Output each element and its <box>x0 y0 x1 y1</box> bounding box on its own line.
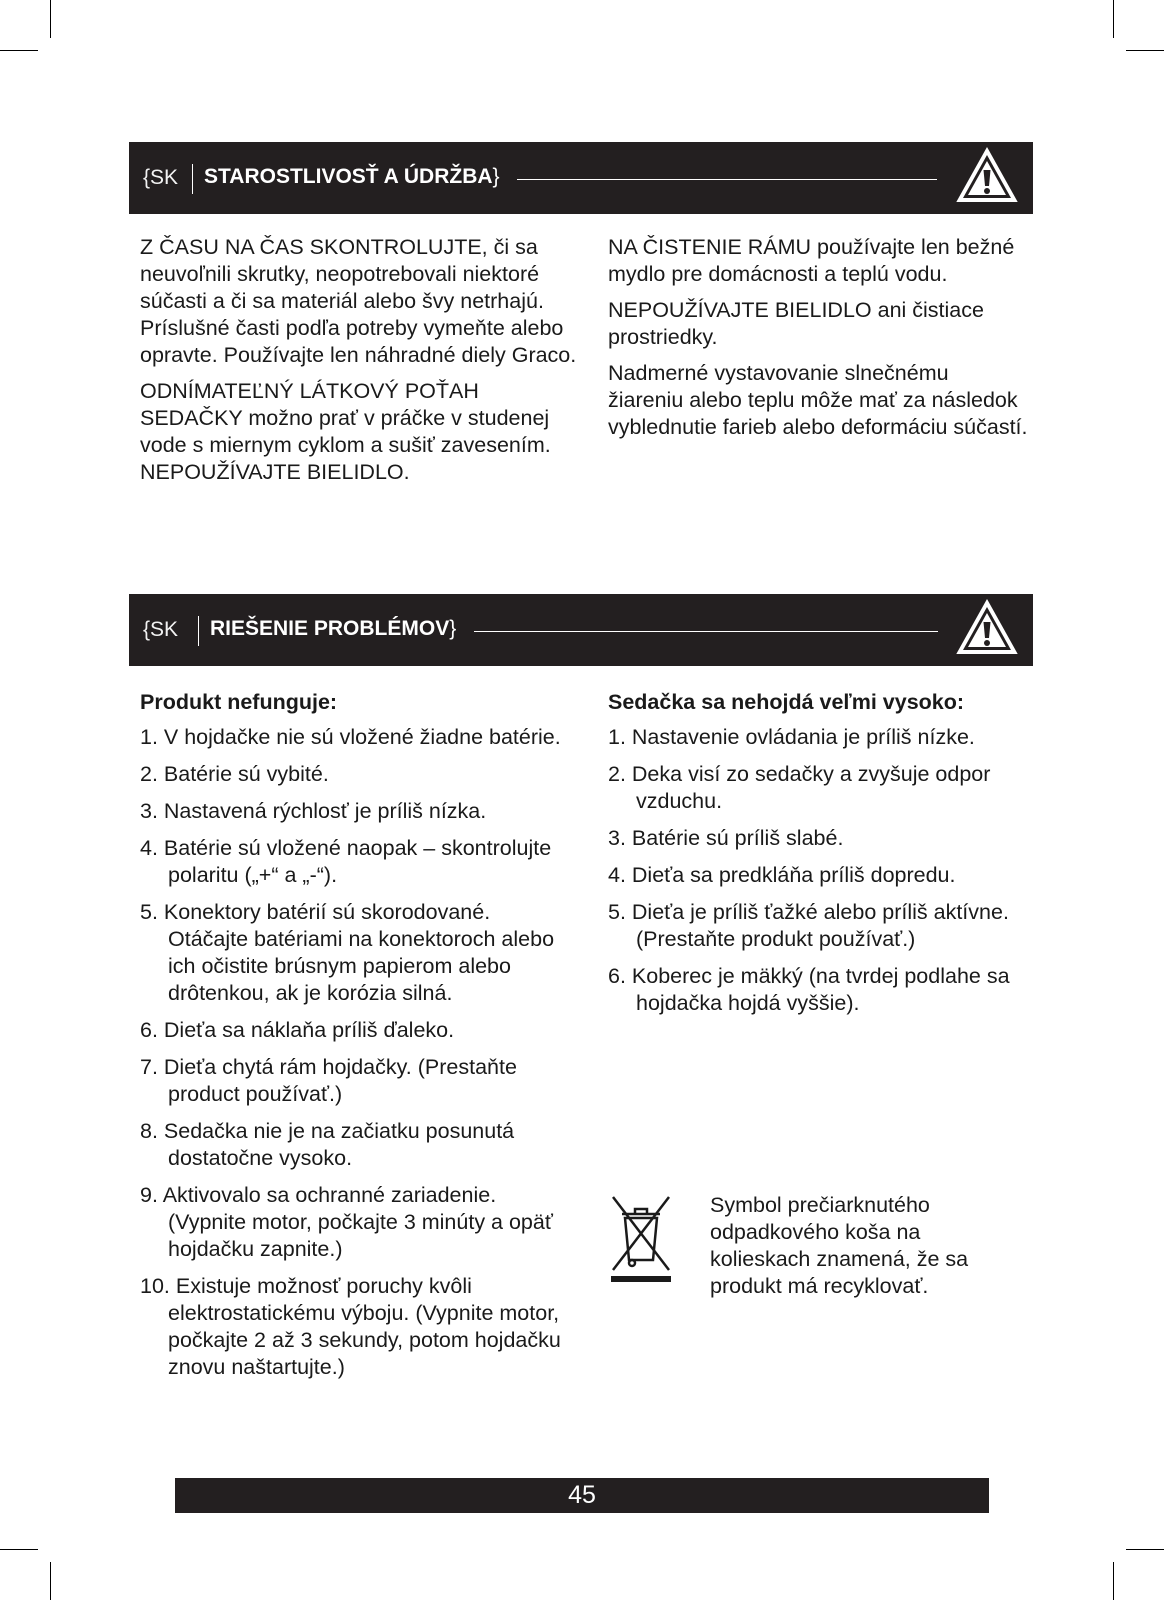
list-item: 4. Dieťa sa predkláňa príliš dopredu. <box>608 863 956 887</box>
paragraph: NEPOUŽÍVAJTE BIELIDLO ani čistiace prostriedky. <box>608 298 984 349</box>
crop-mark <box>1126 50 1164 51</box>
troubleshooting-list <box>140 724 572 1381</box>
section-title-text: RIEŠENIE PROBLÉMOV <box>210 617 450 640</box>
subheading: Sedačka sa nehojdá veľmi vysoko: <box>608 690 965 714</box>
trouble-right-column <box>608 689 1040 1027</box>
section-title <box>204 165 500 189</box>
section-title-text: STAROSTLIVOSŤ A ÚDRŽBA <box>204 165 493 188</box>
list-item: 5. Dieťa je príliš ťažké alebo príliš aktívne. (Prestaňte produkt používať.) <box>608 900 1009 951</box>
crop-mark <box>0 1549 38 1550</box>
paragraph: Z ČASU NA ČAS SKONTROLUJTE, či sa neuvoľnili skrutky, neopotrebovali niektoré súčasti a či sa materiál alebo švy netrhajú. Príslušné časti podľa potreby vymeňte alebo opravte. Používajte len náhradné diely Graco. <box>140 235 577 367</box>
banner-rule <box>517 179 937 180</box>
crop-mark <box>1126 1549 1164 1550</box>
list-item: 7. Dieťa chytá rám hojdačky. (Prestaňte product používať.) <box>140 1055 517 1106</box>
list-item: 6. Dieťa sa náklaňa príliš ďaleko. <box>140 1018 455 1042</box>
section-title-brace: } <box>449 617 457 640</box>
section-banner-care <box>129 142 1033 214</box>
language-code: {SK <box>143 618 179 641</box>
list-item: 2. Batérie sú vybité. <box>140 762 329 786</box>
section-title-brace: } <box>492 165 500 188</box>
crop-mark <box>50 0 51 38</box>
recycle-note: Symbol prečiarknutého odpadkového koša na kolieskach znamená, že sa produkt má recyklovať. <box>710 1193 969 1298</box>
warning-icon <box>955 598 1019 656</box>
banner-divider <box>192 164 193 194</box>
list-item: 4. Batérie sú vložené naopak – skontrolujte polaritu („+“ a „-“). <box>140 836 552 887</box>
list-item: 2. Deka visí zo sedačky a zvyšuje odpor vzduchu. <box>608 762 991 813</box>
subheading: Produkt nefunguje: <box>140 690 338 714</box>
crop-mark <box>1113 0 1114 38</box>
crop-mark <box>0 50 38 51</box>
page-number: 45 <box>568 1481 596 1509</box>
crop-mark <box>50 1562 51 1600</box>
paragraph: Nadmerné vystavovanie slnečnému žiareniu alebo teplu môže mať za následok vyblednutie farieb alebo deformáciu súčastí. <box>608 361 1028 439</box>
page-number-bar <box>175 1478 989 1513</box>
section-title <box>210 617 456 641</box>
list-item: 5. Konektory batérií sú skorodované. Otáčajte batériami na konektoroch alebo ich očistite brúsnym papierom alebo drôtenkou, ak je korózia silná. <box>140 900 555 1005</box>
list-item: 3. Nastavená rýchlosť je príliš nízka. <box>140 799 487 823</box>
banner-rule <box>474 631 938 632</box>
section-banner-troubleshooting <box>129 594 1033 666</box>
list-item: 8. Sedačka nie je na začiatku posunutá dostatočne vysoko. <box>140 1119 515 1170</box>
list-item: 6. Koberec je mäkký (na tvrdej podlahe sa hojdačka hojdá vyššie). <box>608 964 1010 1015</box>
warning-icon <box>955 146 1019 204</box>
list-item: 3. Batérie sú príliš slabé. <box>608 826 844 850</box>
paragraph: ODNÍMATEĽNÝ LÁTKOVÝ POŤAH SEDAČKY možno prať v práčke v studenej vode s miernym cyklom a sušiť zavesením. NEPOUŽÍVAJTE BIELIDLO. <box>140 379 551 484</box>
list-item: 10. Existuje možnosť poruchy kvôli elektrostatickému výboju. (Vypnite motor, počkajte 2 až 3 sekundy, potom hojdačku znovu naštartujte.) <box>140 1274 561 1379</box>
paragraph: NA ČISTENIE RÁMU používajte len bežné mydlo pre domácnosti a teplú vodu. <box>608 235 1015 286</box>
trouble-left-column <box>140 689 572 1391</box>
crop-mark <box>1113 1562 1114 1600</box>
language-code: {SK <box>143 166 179 189</box>
banner-divider <box>198 616 199 646</box>
care-right-column <box>608 234 1028 450</box>
crossed-out-wheelie-bin-icon <box>608 1192 674 1284</box>
list-item: 1. Nastavenie ovládania je príliš nízke. <box>608 725 975 749</box>
troubleshooting-list <box>608 724 1040 1017</box>
list-item: 9. Aktivovalo sa ochranné zariadenie. (Vypnite motor, počkajte 3 minúty a opäť hojdačku zapnite.) <box>140 1183 553 1261</box>
list-item: 1. V hojdačke nie sú vložené žiadne batérie. <box>140 725 561 749</box>
care-left-column <box>140 234 580 495</box>
